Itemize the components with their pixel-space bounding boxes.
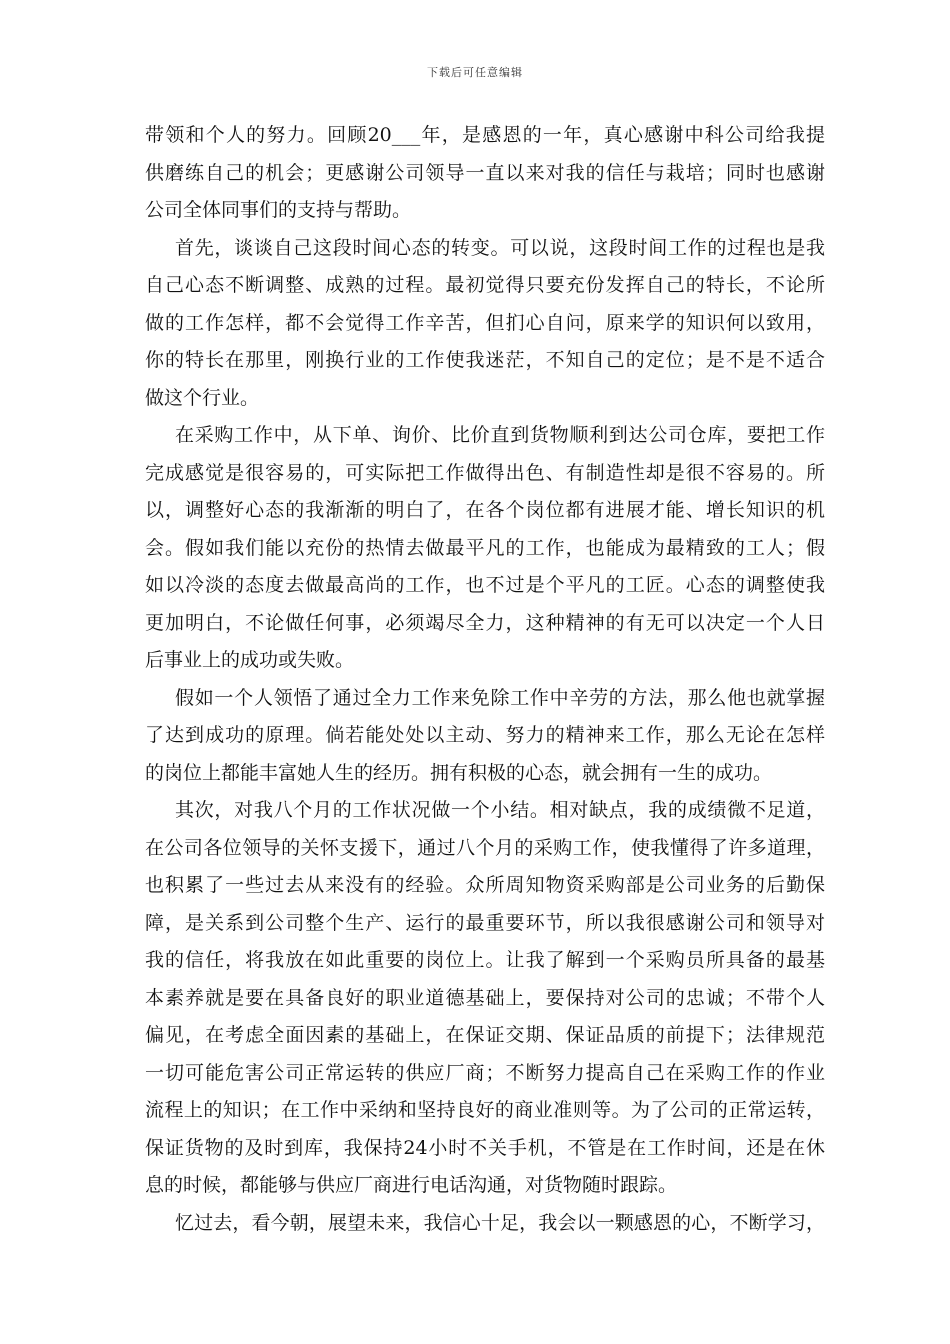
document-body — [145, 117, 825, 1242]
text-line: 公司全体同事们的支持与帮助。 — [145, 199, 412, 221]
text-line: 我的信任，将我放在如此重要的岗位上。让我了解到一个采购员所具备的最基 — [145, 949, 825, 971]
text-line: 息的时候，都能够与供应厂商进行电话沟通，对货物随时跟踪。 — [145, 1174, 678, 1196]
text-line: 做这个行业。 — [145, 386, 260, 409]
text-line: 如以冷淡的态度去做最高尚的工作，也不过是个平凡的工匠。心态的调整使我 — [145, 574, 825, 596]
text-line: 做的工作怎样，都不会觉得工作辛苦，但扪心自问，原来学的知识何以致用， — [145, 311, 825, 334]
text-line: 完成感觉是很容易的，可实际把工作做得出色、有制造性却是很不容易的。所 — [145, 461, 825, 484]
text-line: 偏见，在考虑全面因素的基础上，在保证交期、保证品质的前提下；法律规范 — [145, 1024, 825, 1046]
text-line: 供磨练自己的机会；更感谢公司领导一直以来对我的信任与栽培；同时也感谢 — [145, 161, 825, 184]
text-line: 会。假如我们能以充份的热情去做最平凡的工作，也能成为最精致的工人；假 — [145, 536, 825, 559]
text-line: 障，是关系到公司整个生产、运行的最重要环节，所以我很感谢公司和领导对 — [145, 911, 825, 934]
text-line: 后事业上的成功或失败。 — [145, 649, 355, 671]
text-line: 其次，对我八个月的工作状况做一个小结。相对缺点，我的成绩微不足道， — [175, 799, 825, 821]
text-line: 保证货物的及时到库，我保持24小时不关手机，不管是在工作时间，还是在休 — [145, 1136, 825, 1159]
text-line: 更加明白，不论做任何事，必须竭尽全力，这种精神的有无可以决定一个人日 — [145, 611, 825, 634]
text-line: 流程上的知识；在工作中采纳和坚持良好的商业准则等。为了公司的正常运转， — [145, 1099, 825, 1121]
text-line: 也积累了一些过去从来没有的经验。众所周知物资采购部是公司业务的后勤保 — [145, 874, 825, 896]
text-line: 在公司各位领导的关怀支援下，通过八个月的采购工作，使我懂得了许多道理， — [145, 836, 825, 859]
text-line: 了达到成功的原理。倘若能处处以主动、努力的精神来工作，那么无论在怎样 — [145, 724, 825, 746]
text-line: 首先，谈谈自己这段时间心态的转变。可以说，这段时间工作的过程也是我 — [175, 236, 825, 259]
text-line: 一切可能危害公司正常运转的供应厂商；不断努力提高自己在采购工作的作业 — [145, 1061, 825, 1084]
text-line: 忆过去，看今朝，展望未来，我信心十足，我会以一颗感恩的心，不断学习， — [175, 1211, 825, 1234]
text-line: 你的特长在那里，刚换行业的工作使我迷茫，不知自己的定位；是不是不适合 — [145, 349, 825, 371]
text-line: 带领和个人的努力。回顾20___年，是感恩的一年，真心感谢中科公司给我提 — [145, 124, 825, 146]
text-line: 自己心态不断调整、成熟的过程。最初觉得只要充份发挥自己的特长，不论所 — [145, 274, 825, 296]
page-header: 下载后可任意编辑 — [427, 66, 523, 79]
text-line: 假如一个人领悟了通过全力工作来免除工作中辛劳的方法，那么他也就掌握 — [175, 686, 825, 709]
text-line: 以，调整好心态的我渐渐的明白了，在各个岗位都有进展才能、增长知识的机 — [145, 499, 825, 521]
text-line: 的岗位上都能丰富她人生的经历。拥有积极的心态，就会拥有一生的成功。 — [145, 761, 773, 784]
text-line: 在采购工作中，从下单、询价、比价直到货物顺利到达公司仓库，要把工作 — [175, 424, 825, 446]
text-line: 本素养就是要在具备良好的职业道德基础上，要保持对公司的忠诚；不带个人 — [145, 986, 825, 1009]
